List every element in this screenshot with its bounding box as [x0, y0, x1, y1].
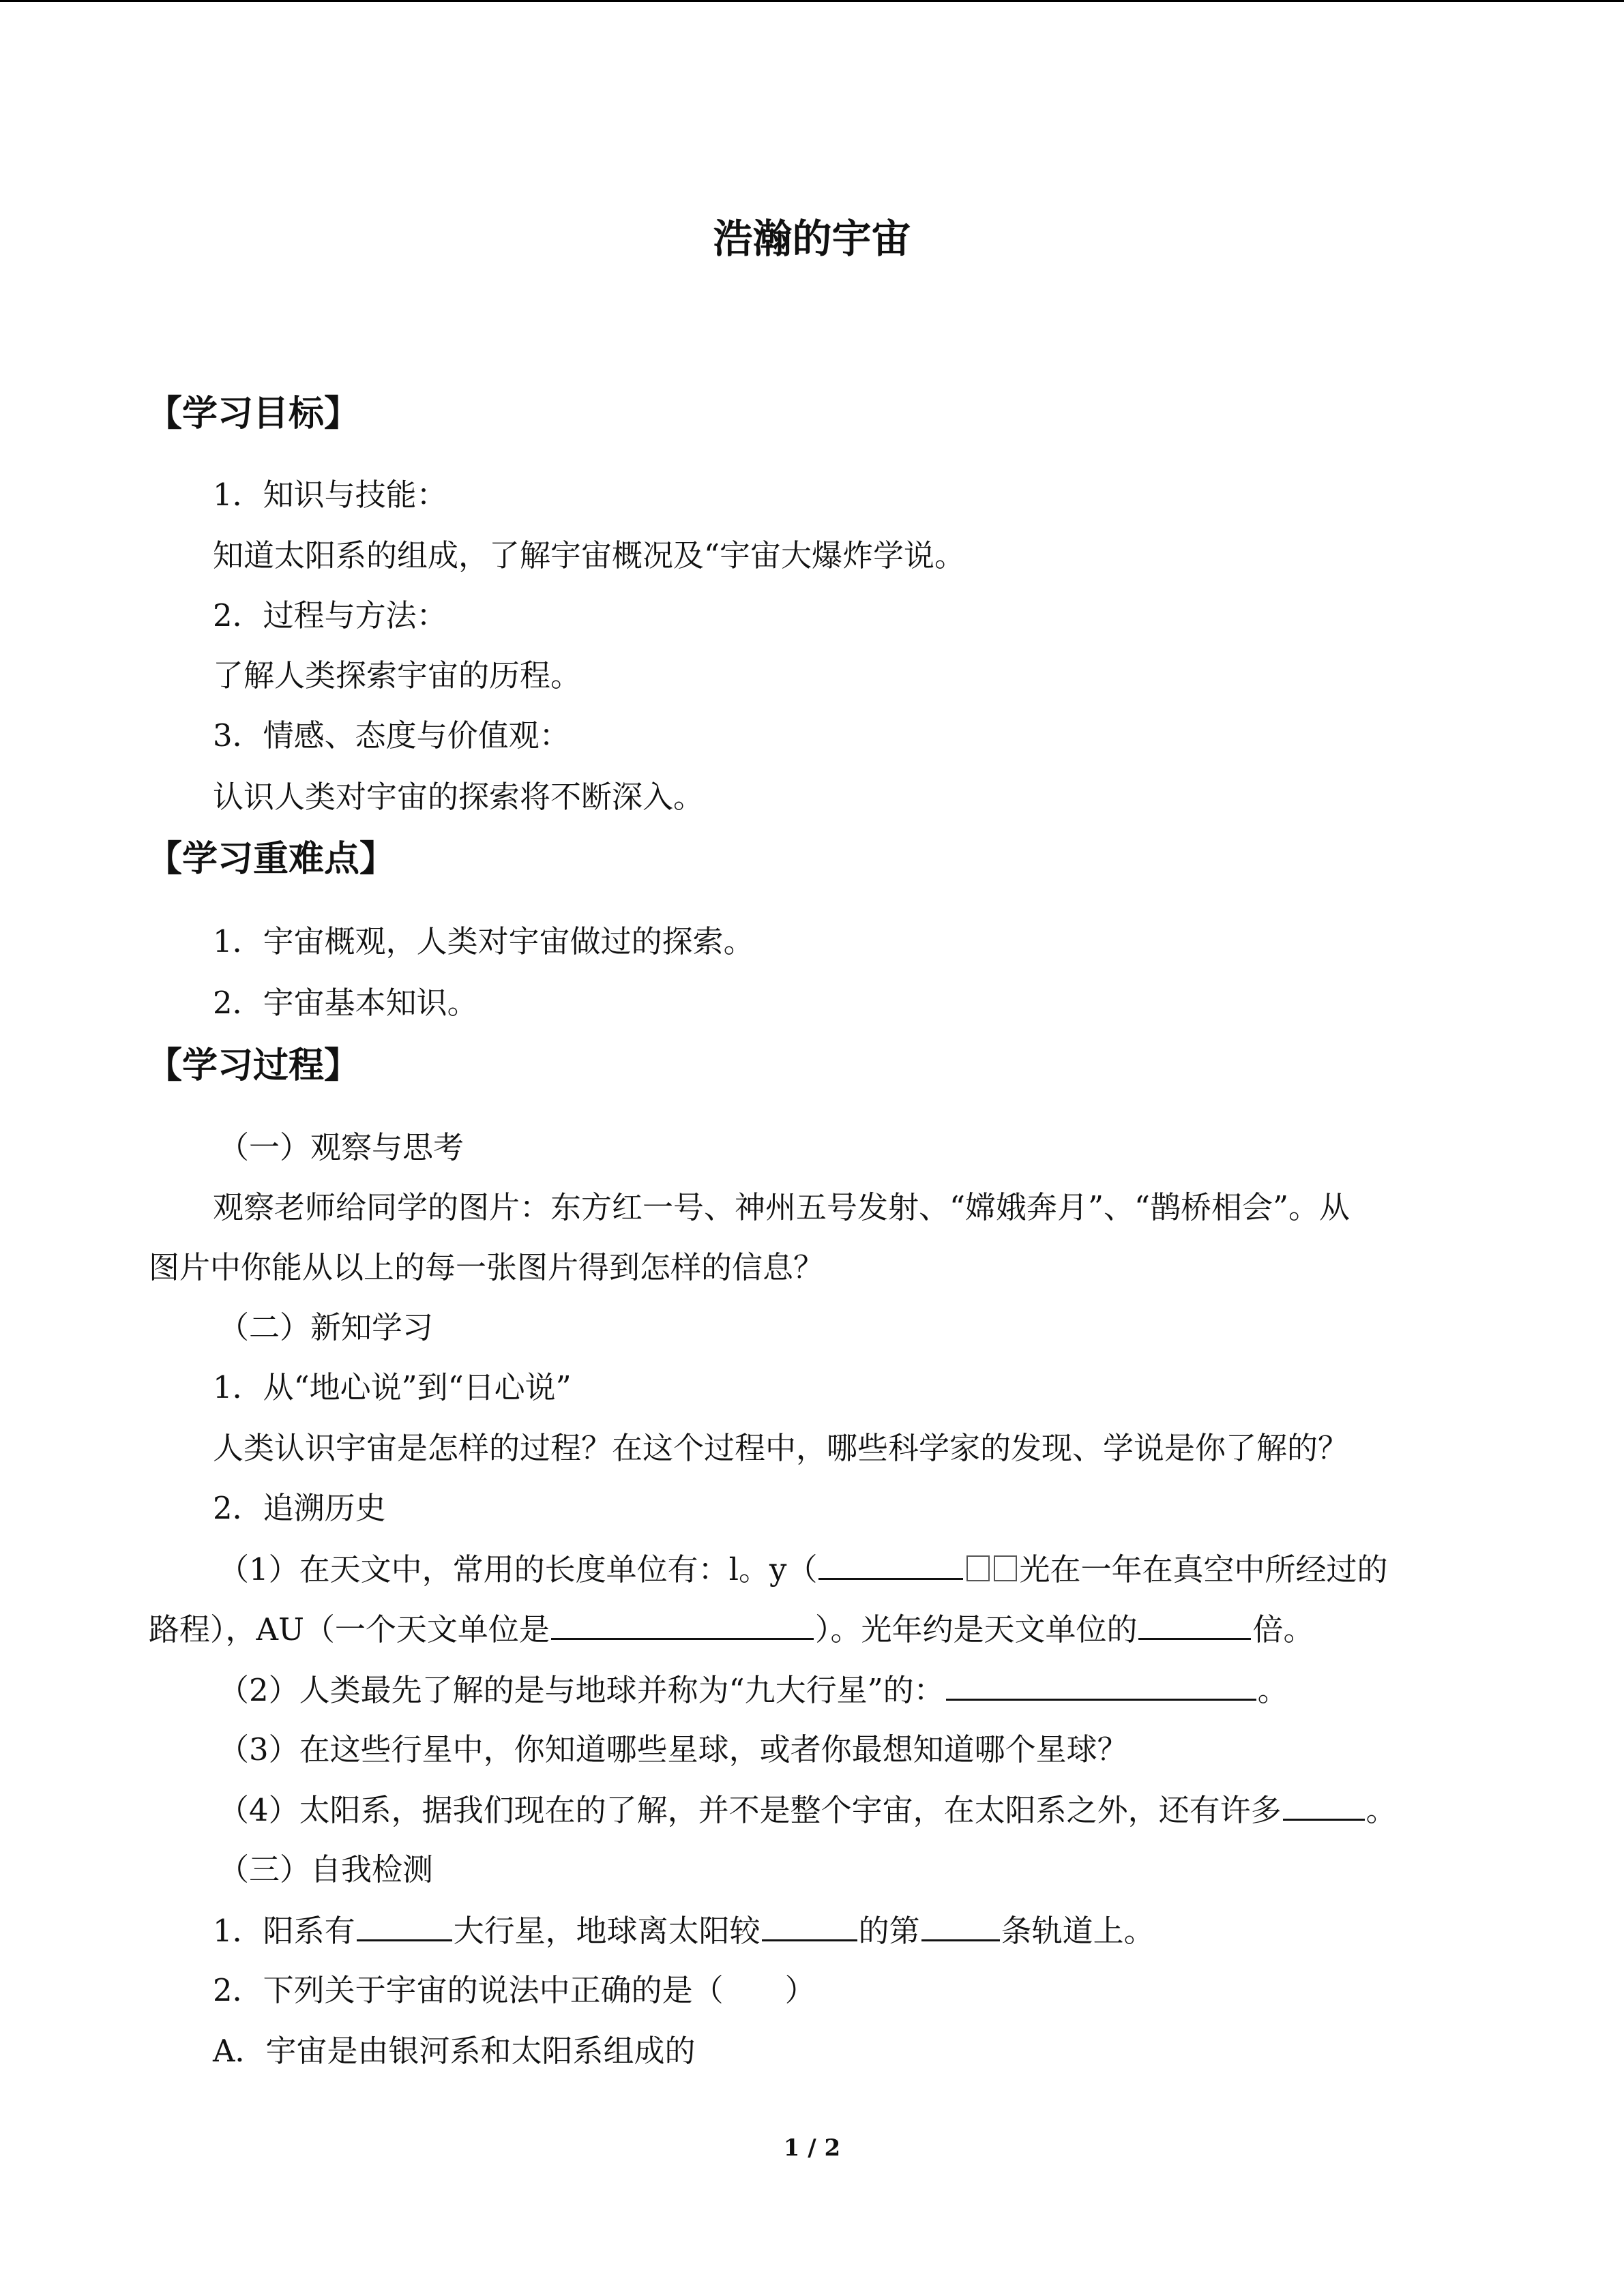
- answer-blank[interactable]: [551, 1608, 814, 1640]
- objective-line: 1．知识与技能：: [213, 477, 447, 513]
- item2-title: 2．追溯历史: [213, 1490, 386, 1526]
- question-3: （3）在这些行星中，你知道哪些星球，或者你最想知道哪个星球？: [218, 1731, 1128, 1768]
- missing-glyph-box: [994, 1555, 1017, 1581]
- objective-line: 3．情感、态度与价值观：: [213, 717, 570, 754]
- answer-blank[interactable]: [946, 1669, 1256, 1701]
- observe-paragraph-line2: 图片中你能从以上的每一张图片得到怎样的信息？: [149, 1249, 825, 1285]
- objective-line: 2．过程与方法：: [213, 597, 447, 633]
- answer-blank[interactable]: [818, 1548, 963, 1580]
- key-point-line: 2．宇宙基本知识。: [213, 985, 478, 1021]
- question-1-text: 倍。: [1252, 1611, 1314, 1648]
- key-point-line: 1．宇宙概观，人类对宇宙做过的探索。: [213, 923, 754, 959]
- check-question-2: 2．下列关于宇宙的说法中正确的是（ ）: [213, 1972, 816, 2008]
- answer-blank[interactable]: [921, 1909, 1000, 1941]
- question-4-text: 。: [1365, 1792, 1397, 1828]
- item1-text: 人类认识宇宙是怎样的过程？在这个过程中，哪些科学家的发现、学说是你了解的？: [213, 1430, 1349, 1466]
- question-4: [218, 1789, 1397, 1832]
- observe-paragraph-line1: 观察老师给同学的图片：东方红一号、神州五号发射、“嫦娥奔月”、“鹊桥相会”。从: [213, 1189, 1350, 1225]
- subsection-new-knowledge: （二）新知学习: [218, 1309, 434, 1345]
- question-2: [218, 1669, 1288, 1712]
- answer-blank[interactable]: [762, 1909, 857, 1941]
- question-1-text: （1）在天文中，常用的长度单位有：l。y（: [218, 1551, 818, 1587]
- page-top-border: [0, 0, 1624, 2]
- answer-blank[interactable]: [1283, 1789, 1365, 1821]
- missing-glyph-box: [966, 1555, 990, 1581]
- question-2-text: （2）人类最先了解的是与地球并称为“九大行星”的：: [218, 1672, 945, 1708]
- check-1-text: 大行星，地球离太阳较: [453, 1913, 761, 1949]
- subsection-self-check: （三）自我检测: [218, 1851, 434, 1888]
- heading-process: 【学习过程】: [147, 1045, 360, 1086]
- subsection-observe: （一）观察与思考: [218, 1129, 464, 1165]
- question-1-text: 光在一年在真空中所经过的: [1019, 1551, 1388, 1587]
- question-4-text: （4）太阳系，据我们现在的了解，并不是整个宇宙，在太阳系之外，还有许多: [218, 1792, 1282, 1828]
- check-1-text: 条轨道上。: [1001, 1913, 1155, 1949]
- objective-line: 了解人类探索宇宙的历程。: [213, 657, 582, 694]
- heading-key-points: 【学习重难点】: [147, 839, 396, 880]
- objective-line: 知道太阳系的组成，了解宇宙概况及“宇宙大爆炸学说。: [213, 537, 966, 573]
- item1-title: 1．从“地心说”到“日心说”: [213, 1369, 572, 1405]
- answer-blank[interactable]: [357, 1909, 452, 1941]
- objective-line: 认识人类对宇宙的探索将不断深入。: [213, 779, 705, 815]
- check-1-text: 1．阳系有: [213, 1913, 355, 1949]
- check-question-1: [213, 1909, 1155, 1952]
- check-question-2-option-a: A．宇宙是由银河系和太阳系组成的: [213, 2033, 696, 2069]
- question-1-line2: [149, 1608, 1314, 1651]
- question-1-line1: [218, 1548, 1387, 1591]
- question-2-text: 。: [1257, 1672, 1288, 1708]
- heading-objectives: 【学习目标】: [147, 393, 360, 434]
- question-1-text: ）。光年约是天文单位的: [814, 1611, 1138, 1648]
- document-title: 浩瀚的宇宙: [713, 215, 911, 262]
- answer-blank[interactable]: [1138, 1608, 1251, 1640]
- check-1-text: 的第: [858, 1913, 920, 1949]
- question-1-text: 路程），AU（一个天文单位是: [149, 1611, 550, 1648]
- page-number: 1 / 2: [783, 2134, 841, 2162]
